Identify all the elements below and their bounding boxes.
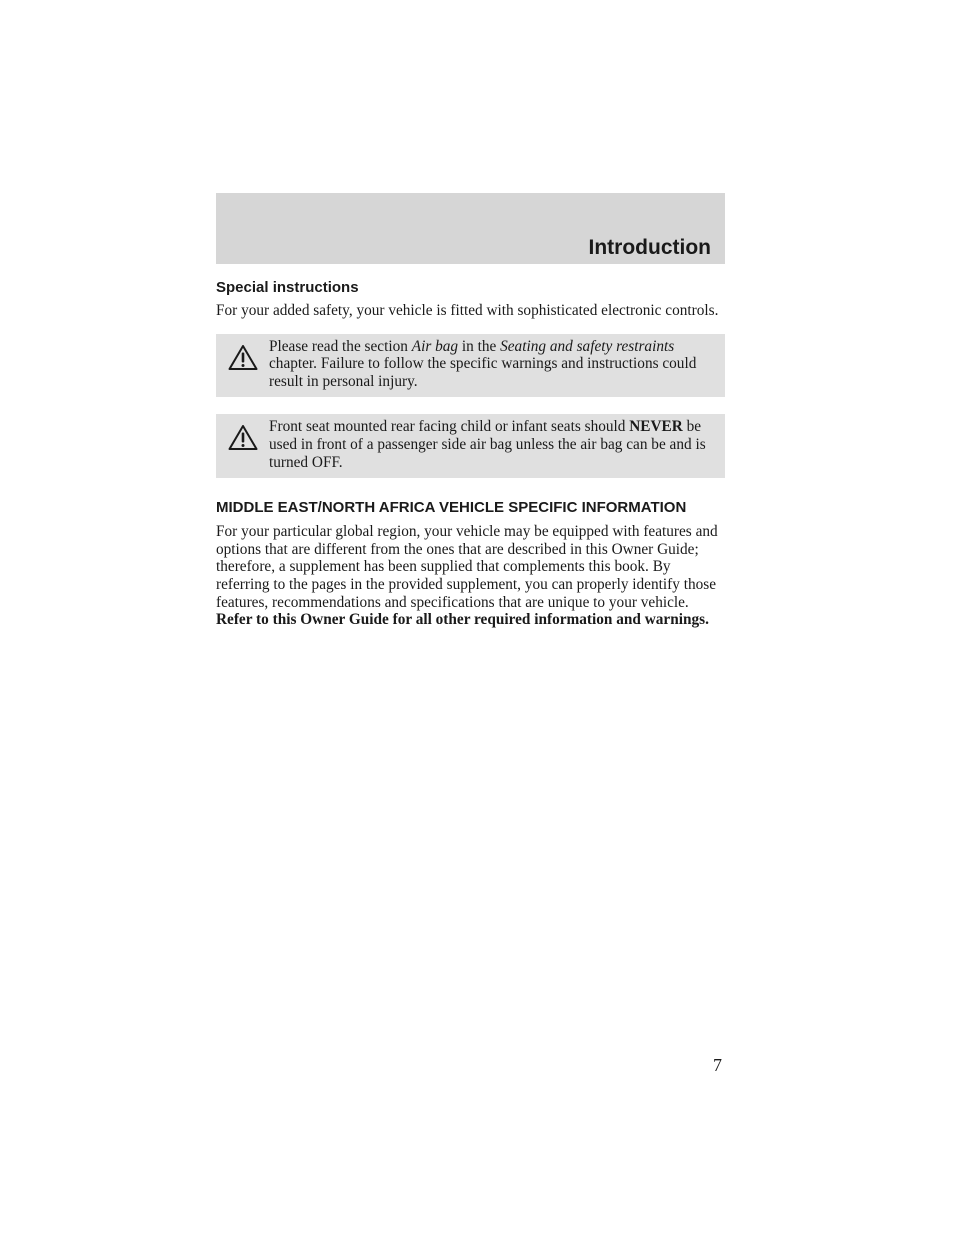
- warning-text-part: chapter. Failure to follow the specific warnings and instructions could result in personal injury.: [269, 355, 697, 390]
- section-title: Introduction: [588, 236, 711, 259]
- chapter-reference: Seating and safety restraints: [500, 337, 675, 355]
- warning-text-part: Front seat mounted rear facing child or infant seats should: [269, 418, 630, 436]
- warning-text-part: in the: [458, 337, 501, 355]
- mena-paragraph-text: For your particular global region, your vehicle may be equipped with features and options that are different from the ones that are described in this Owner Guide; therefore, a supplement has been supplied that complements this book. By referring to the pages in the provided supplement, you can properly identify those features, recommendations and specifications that are unique to your vehicle.: [216, 523, 718, 611]
- warning-text-part: Please read the section: [269, 337, 412, 355]
- section-reference-air-bag: Air bag: [411, 337, 459, 355]
- warning-triangle-icon: [228, 344, 258, 371]
- page-content: [216, 279, 725, 629]
- warning-text-part: be used in front of a passenger side air bag unless the air bag can be and is turned OFF.: [269, 418, 706, 471]
- special-instructions-heading: Special instructions: [216, 279, 359, 296]
- header-band: [216, 193, 725, 264]
- mena-heading: MIDDLE EAST/NORTH AFRICA VEHICLE SPECIFIC INFORMATION: [216, 499, 687, 517]
- mena-paragraph: [216, 523, 725, 629]
- warning-box-child-seat: [216, 414, 725, 478]
- warning-text-child-seat: [216, 418, 715, 471]
- page-number: 7: [713, 1055, 722, 1075]
- special-instructions-paragraph: For your added safety, your vehicle is fitted with sophisticated electronic controls.: [216, 302, 719, 319]
- warning-text-air-bag: [216, 338, 715, 391]
- mena-bold-note: Refer to this Owner Guide for all other required information and warnings.: [216, 611, 709, 629]
- warning-box-air-bag: [216, 334, 725, 398]
- warning-triangle-icon: [228, 424, 258, 451]
- never-emphasis: NEVER: [629, 418, 683, 436]
